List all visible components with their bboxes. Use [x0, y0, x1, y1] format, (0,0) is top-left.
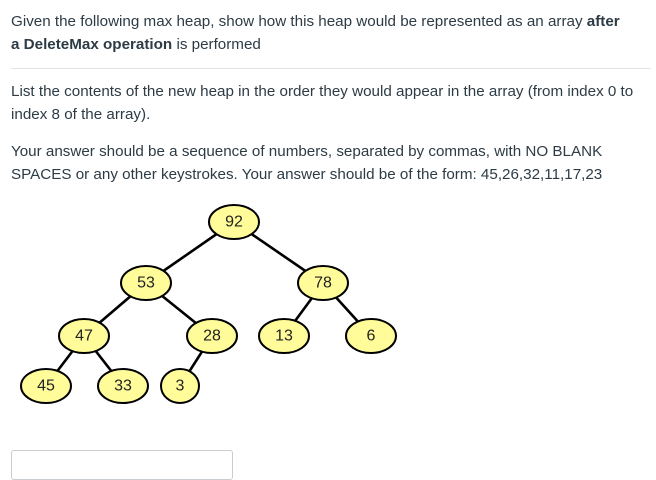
heap-node: [21, 369, 71, 403]
question-paragraph-2: List the contents of the new heap in the order they would appear in the array (from index 0 to index 8 of the array).: [11, 83, 634, 123]
heap-node: [298, 266, 348, 300]
heap-node-value: 78: [314, 274, 332, 292]
question-text-part: Given the following max heap, show how this heap would be represented as an array: [11, 13, 587, 30]
heap-node-value: 92: [225, 213, 243, 231]
heap-node-value: 6: [366, 327, 376, 345]
heap-node-value: 28: [203, 327, 221, 345]
heap-node-value: 45: [37, 377, 55, 395]
heap-node: [121, 266, 171, 300]
heap-node: [346, 319, 396, 353]
heap-node-value: 33: [114, 377, 132, 395]
emphasis-deletemax: a DeleteMax operation: [11, 36, 173, 53]
heap-node-value: 53: [137, 274, 155, 292]
heap-node: [59, 319, 109, 353]
emphasis-after: after: [586, 13, 620, 30]
heap-node: [98, 369, 148, 403]
question-paragraph-3: Your answer should be a sequence of numbers, separated by commas, with NO BLANK SPACES or any other keystrokes. Your answer should be of the form: 45,26,32,11,17,23: [11, 143, 603, 183]
heap-edges: [46, 222, 371, 386]
heap-node-value: 47: [75, 327, 93, 345]
answer-input[interactable]: [11, 450, 233, 480]
heap-node-value: 3: [175, 377, 185, 395]
heap-node-value: 13: [275, 327, 293, 345]
heap-node: [187, 319, 237, 353]
heap-node: [259, 319, 309, 353]
question-text-part: is performed: [172, 36, 261, 53]
heap-node: [161, 369, 199, 403]
heap-node: [209, 205, 259, 239]
